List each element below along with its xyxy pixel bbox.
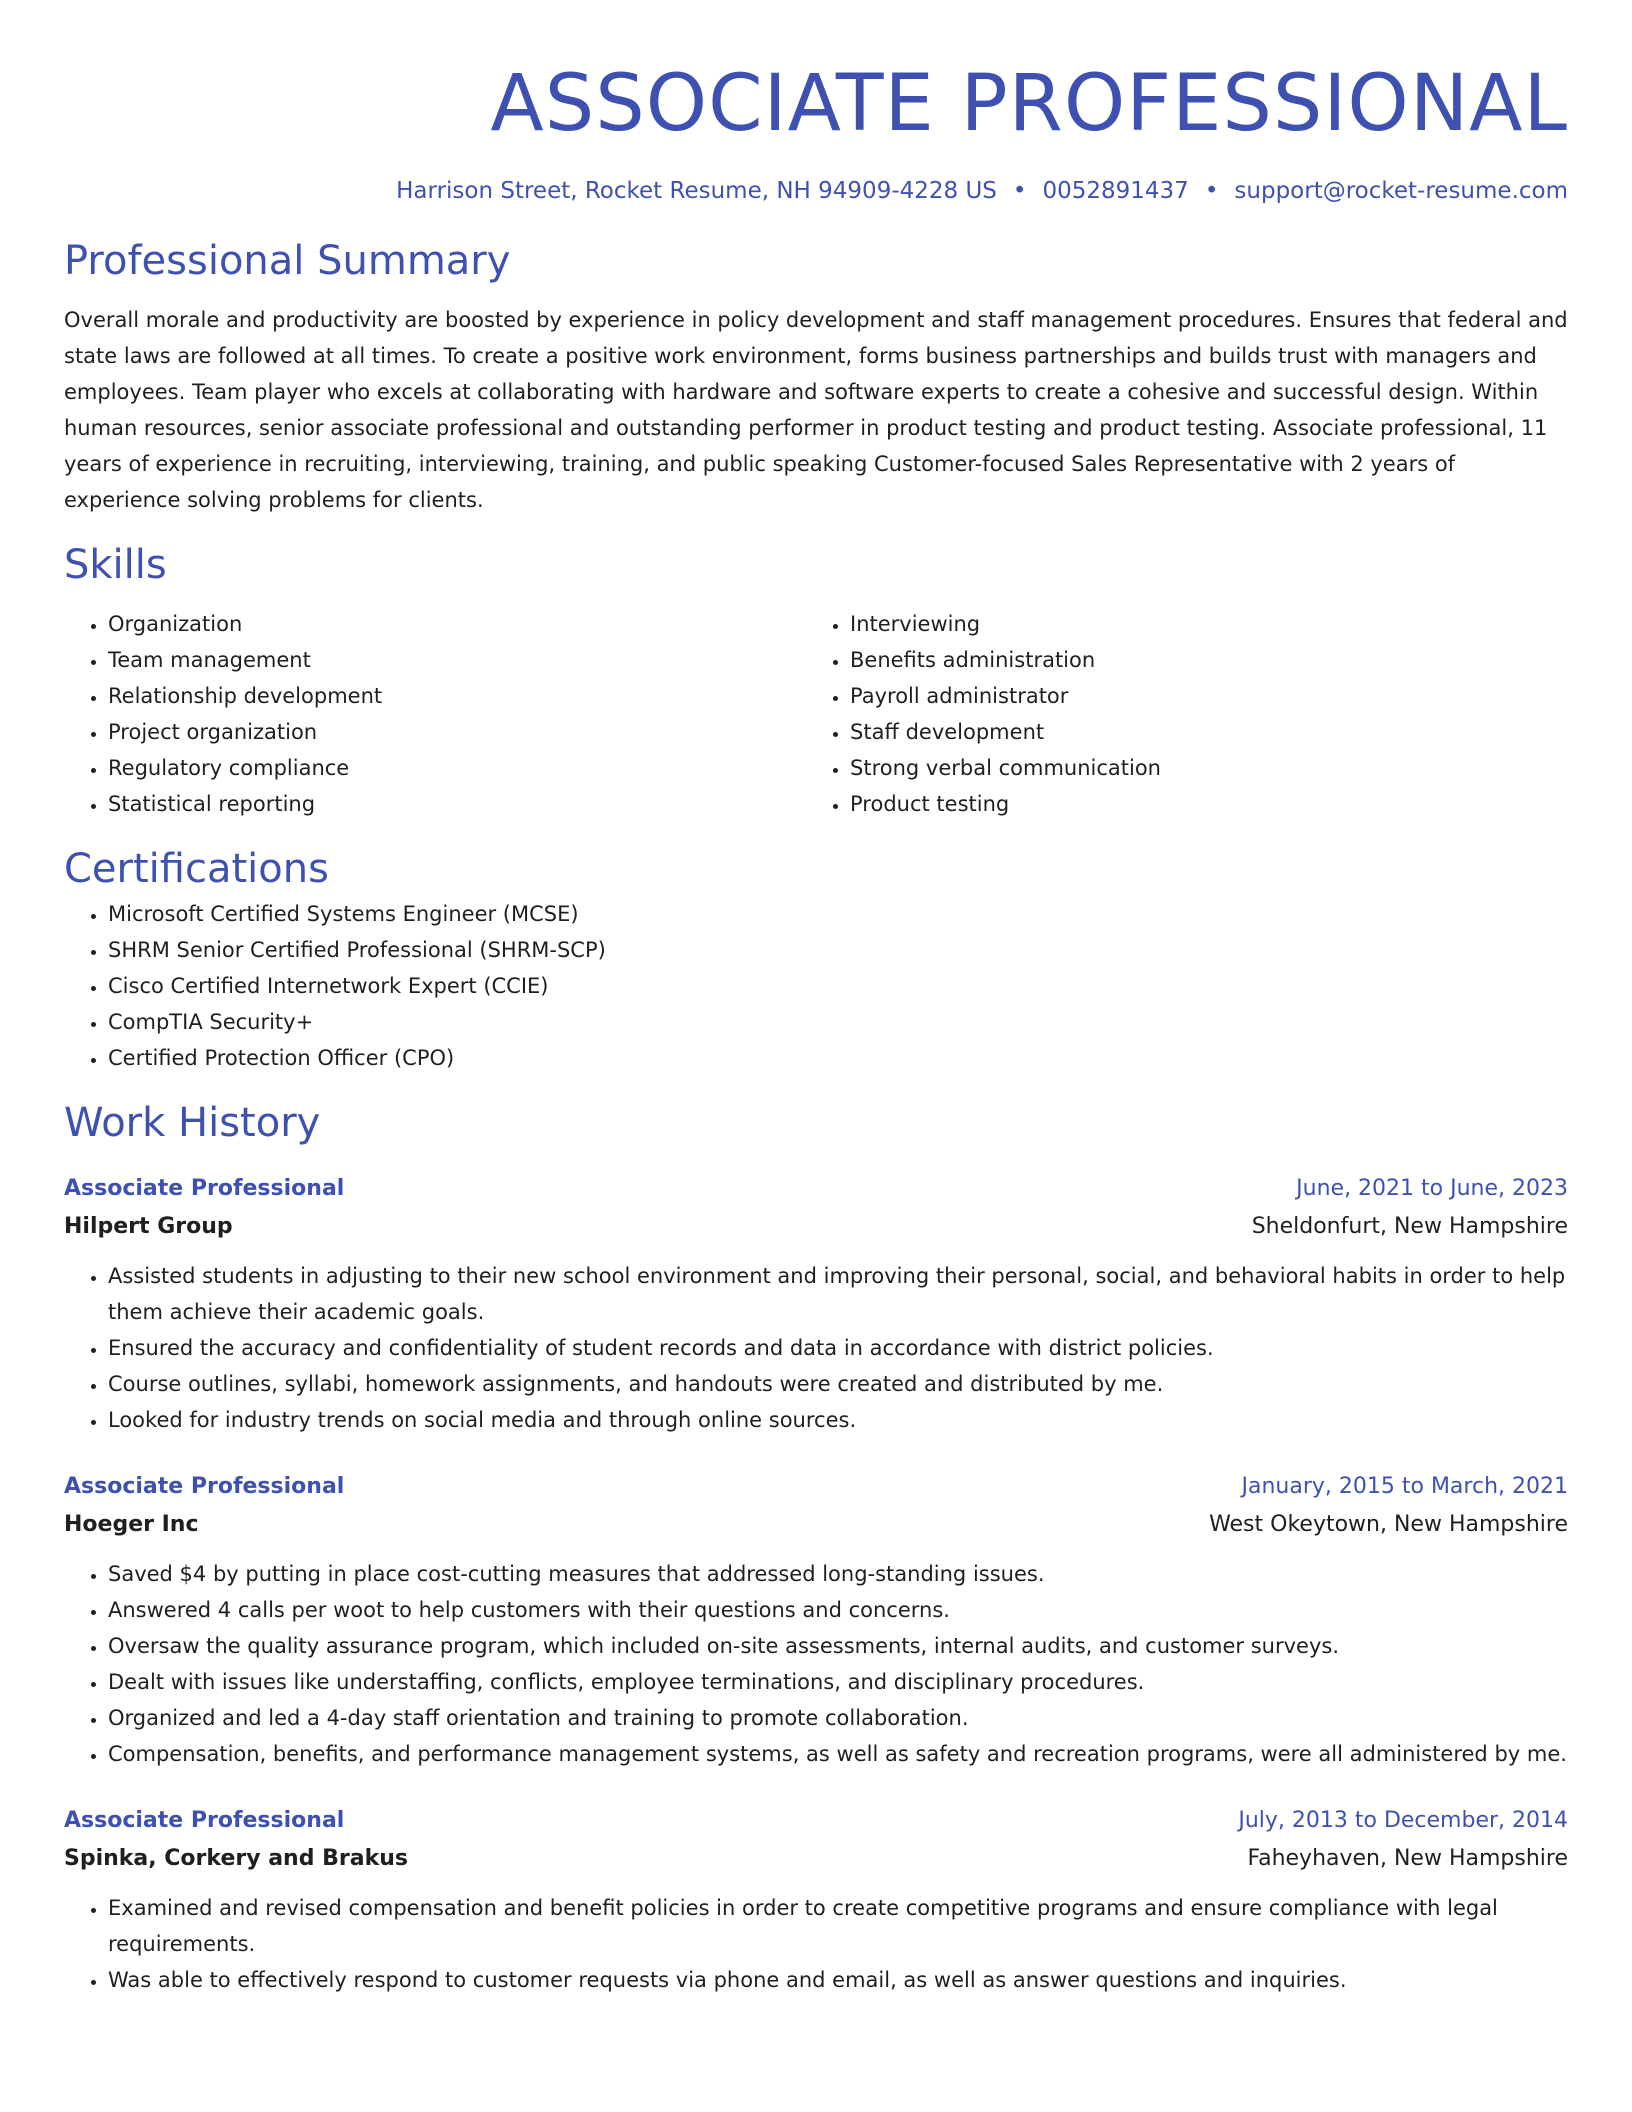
work-history-heading: Work History	[64, 1100, 321, 1146]
contact-line	[64, 174, 1568, 208]
job-entry	[64, 1802, 1568, 1998]
certification-item: • Certified Protection Officer (CPO)	[108, 1040, 1568, 1076]
job-bullet: • Dealt with issues like understaffing, conflicts, employee terminations, and disciplinary procedures.	[108, 1664, 1568, 1700]
job-company: Hilpert Group	[64, 1214, 233, 1239]
job-company-row	[64, 1208, 1568, 1246]
candidate-name: ASSOCIATE PROFESSIONAL	[490, 59, 1568, 149]
contact-separator: •	[1204, 178, 1219, 204]
job-header-row	[64, 1468, 1568, 1506]
skills-list-left	[64, 606, 806, 822]
job-company-row	[64, 1506, 1568, 1544]
skills-grid	[64, 606, 1568, 822]
contact-email: support@rocket-resume.com	[1234, 178, 1568, 204]
summary-text: Overall morale and productivity are boosted by experience in policy development and staff management procedures. Ensures that federal and state laws are followed at all times. To create a positive work environment, forms business partnerships and builds trust with managers and employees. Team player who excels at collaborating with hardware and software experts to create a cohesive and successful design. Within human resources, senior associate professional and outstanding performer in product testing and product testing. Associate professional, 11 years of experience in recruiting, interviewing, training, and public speaking Customer-focused Sales Representative with 2 years of experience solving problems for clients.	[64, 308, 1568, 512]
skill-item: • Interviewing	[850, 606, 1568, 642]
resume-header	[64, 54, 1568, 208]
job-bullets	[64, 1556, 1568, 1772]
skills-list-right	[806, 606, 1568, 822]
job-dates: July, 2013 to December, 2014	[1238, 1808, 1568, 1833]
skill-item: • Strong verbal communication	[850, 750, 1568, 786]
job-entry	[64, 1170, 1568, 1438]
certification-item: • Cisco Certified Internetwork Expert (CCIE)	[108, 968, 1568, 1004]
job-bullet: • Examined and revised compensation and benefit policies in order to create competitive programs and ensure compliance with legal requirements.	[108, 1890, 1568, 1962]
job-bullets	[64, 1890, 1568, 1998]
job-header-row	[64, 1802, 1568, 1840]
skill-item: • Team management	[108, 642, 806, 678]
work-history-section	[64, 1096, 1568, 1998]
job-bullet: • Looked for industry trends on social media and through online sources.	[108, 1402, 1568, 1438]
job-bullet: • Oversaw the quality assurance program, which included on-site assessments, internal audits, and customer surveys.	[108, 1628, 1568, 1664]
certifications-heading: Certifications	[64, 846, 329, 892]
certification-item: • SHRM Senior Certified Professional (SHRM-SCP)	[108, 932, 1568, 968]
skill-item: • Staff development	[850, 714, 1568, 750]
job-bullet: • Answered 4 calls per woot to help customers with their questions and concerns.	[108, 1592, 1568, 1628]
job-title: Associate Professional	[64, 1808, 345, 1833]
job-bullet: • Assisted students in adjusting to their new school environment and improving their personal, social, and behavioral habits in order to help them achieve their academic goals.	[108, 1258, 1568, 1330]
certifications-section	[64, 842, 1568, 1076]
contact-address: Harrison Street, Rocket Resume, NH 94909-4228 US	[396, 178, 997, 204]
job-bullet: • Organized and led a 4-day staff orientation and training to promote collaboration.	[108, 1700, 1568, 1736]
job-company: Hoeger Inc	[64, 1512, 199, 1537]
certifications-list	[64, 896, 1568, 1076]
job-bullet: • Compensation, benefits, and performance management systems, as well as safety and recreation programs, were all administered by me.	[108, 1736, 1568, 1772]
job-header-row	[64, 1170, 1568, 1208]
job-title: Associate Professional	[64, 1474, 345, 1499]
certification-item: • CompTIA Security+	[108, 1004, 1568, 1040]
job-location: Faheyhaven, New Hampshire	[1247, 1846, 1568, 1871]
skill-item: • Relationship development	[108, 678, 806, 714]
job-dates: January, 2015 to March, 2021	[1241, 1474, 1568, 1499]
skills-section	[64, 538, 1568, 822]
skill-item: • Benefits administration	[850, 642, 1568, 678]
skill-item: • Project organization	[108, 714, 806, 750]
job-bullet: • Course outlines, syllabi, homework assignments, and handouts were created and distributed by me.	[108, 1366, 1568, 1402]
job-location: Sheldonfurt, New Hampshire	[1251, 1214, 1568, 1239]
job-bullet: • Was able to effectively respond to customer requests via phone and email, as well as answer questions and inquiries.	[108, 1962, 1568, 1998]
job-location: West Okeytown, New Hampshire	[1209, 1512, 1568, 1537]
job-dates: June, 2021 to June, 2023	[1296, 1176, 1568, 1201]
summary-section	[64, 234, 1568, 518]
job-title: Associate Professional	[64, 1176, 345, 1201]
skills-heading: Skills	[64, 542, 167, 588]
job-bullet: • Saved $4 by putting in place cost-cutting measures that addressed long-standing issues.	[108, 1556, 1568, 1592]
skill-item: • Payroll administrator	[850, 678, 1568, 714]
contact-separator: •	[1012, 178, 1027, 204]
skill-item: • Statistical reporting	[108, 786, 806, 822]
job-entry	[64, 1468, 1568, 1772]
contact-phone: 0052891437	[1042, 178, 1189, 204]
certification-item: • Microsoft Certified Systems Engineer (MCSE)	[108, 896, 1568, 932]
job-company: Spinka, Corkery and Brakus	[64, 1846, 408, 1871]
job-bullets	[64, 1258, 1568, 1438]
job-company-row	[64, 1840, 1568, 1878]
job-bullet: • Ensured the accuracy and confidentiality of student records and data in accordance with district policies.	[108, 1330, 1568, 1366]
skill-item: • Product testing	[850, 786, 1568, 822]
summary-heading: Professional Summary	[64, 238, 511, 284]
skill-item: • Organization	[108, 606, 806, 642]
skill-item: • Regulatory compliance	[108, 750, 806, 786]
